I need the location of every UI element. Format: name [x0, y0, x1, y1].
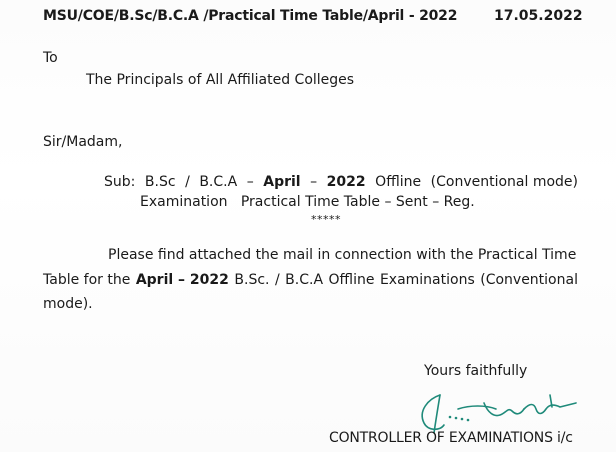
- closing: Yours faithfully: [424, 363, 528, 379]
- subject-label: Sub:: [104, 174, 136, 190]
- subject-line: [104, 174, 578, 190]
- body-word: (Conventional: [480, 272, 578, 288]
- subject-dash-2: –: [310, 174, 318, 190]
- letter-date: 17.05.2022: [494, 8, 583, 24]
- body-line-2: [43, 272, 578, 288]
- body-word: B.C.A: [285, 272, 324, 288]
- body-line-3: mode).: [43, 296, 93, 312]
- body-word: Offline: [328, 272, 375, 288]
- body-exam-period: April – 2022: [135, 272, 229, 288]
- to-label: To: [43, 50, 58, 66]
- salutation: Sir/Madam,: [43, 134, 123, 150]
- body-word: /: [274, 272, 280, 288]
- subject-mode-detail: (Conventional mode): [430, 174, 578, 190]
- subject-dash: –: [246, 174, 254, 190]
- recipient: The Principals of All Affiliated Colleges: [86, 72, 355, 88]
- subject-stars: *****: [311, 213, 341, 226]
- subject-line-2: Examination Practical Time Table – Sent – Reg.: [140, 194, 475, 210]
- subject-year: 2022: [326, 174, 366, 190]
- designation: CONTROLLER OF EXAMINATIONS i/c: [329, 430, 573, 446]
- subject-separator: /: [185, 174, 190, 190]
- subject-course: B.Sc: [144, 174, 176, 190]
- body-line-1: Please find attached the mail in connection with the Practical Time: [108, 247, 577, 263]
- body-line-2-intro: Table for the: [43, 272, 131, 288]
- body-word: Examinations: [379, 272, 475, 288]
- reference-number: MSU/COE/B.Sc/B.C.A /Practical Time Table/April - 2022: [43, 8, 458, 24]
- subject-course-2: B.C.A: [199, 174, 238, 190]
- subject-mode: Offline: [375, 174, 422, 190]
- subject-month: April: [263, 174, 301, 190]
- body-word: B.Sc.: [234, 272, 270, 288]
